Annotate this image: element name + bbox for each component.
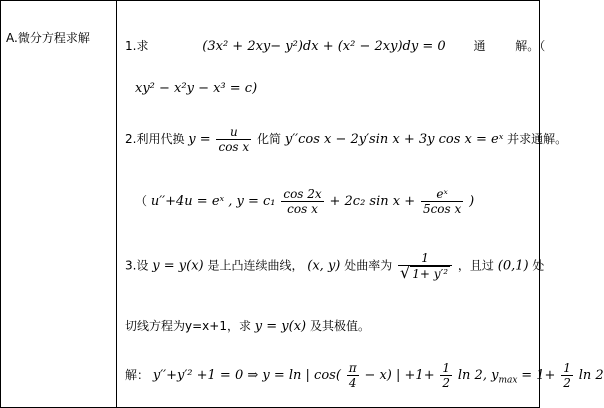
solution-half2-num: 1 [563,361,571,375]
problem-2-answer [135,187,474,216]
problem-3-curvature-den [398,265,452,281]
problem-3-point-2: (0,1) [497,258,529,274]
problem-2-equation: y′′cos x − 2y′sin x + 3y cos x = eˣ [284,132,504,147]
content-area [117,1,604,407]
left-column [1,1,117,407]
problem-3-curvature-fraction [398,251,452,281]
problem-3 [125,251,544,281]
problem-3-curvature-radicand: 1+ y′² [412,267,449,281]
problem-2-answer-fraction-2-num: eˣ [436,187,448,201]
problem-3-func: y = y(x) [152,258,204,274]
problem-2-answer-part-2: + 2c₂ sin x + [329,194,416,209]
problem-2-answer-fraction-2 [421,187,463,216]
problem-3-prefix: 3.设 [125,258,149,273]
problem-1-number: 1.求 [125,39,149,53]
problem-3-text-2: 处曲率为 [344,258,393,273]
problem-3-line-2-text-2: 及其极值。 [309,319,370,333]
problem-2-sub-lhs: y = [188,132,211,147]
problem-1 [125,37,545,54]
problem-2-answer-fraction-1-den: cos x [281,201,323,216]
problem-2-answer-fraction-1-num: cos 2x [283,187,322,201]
solution [125,361,604,390]
problem-2-sub-den: cos x [218,140,250,154]
solution-pi-num: π [348,361,357,375]
problem-3-line-2 [125,317,370,334]
problem-1-suffix-2: 解。（ [515,39,546,53]
problem-3-text-4: 处 [532,258,545,273]
problem-2-middle: 化简 [257,132,282,146]
solution-half-num: 1 [442,361,451,375]
solution-pi-fraction [347,361,359,390]
solution-half2-den: 2 [563,376,571,390]
solution-half-fraction [440,361,452,390]
problem-3-curvature-num: 1 [421,251,429,265]
solution-label: 解： [125,368,150,382]
problem-2-answer-fraction-1 [281,187,323,216]
problem-2-sub-num: u [229,125,238,139]
problem-2-answer-open: （ [135,194,148,208]
problem-3-line-2-text: 切线方程为y=x+1，求 [125,319,251,333]
problem-1-answer-text: xy² − x²y − x³ = c) [135,81,258,96]
solution-half-fraction-2 [561,361,573,390]
problem-1-suffix-1: 通 [473,39,486,53]
solution-part-1: y′′+y′² +1 = 0 ⇒ y = ln | cos( [152,368,341,383]
problem-3-line-2-func: y = y(x) [254,319,307,334]
solution-part-4: = 1+ [521,368,556,383]
problem-3-point: (x, y) [307,258,341,274]
problem-2-answer-close: ) [469,194,475,209]
problem-2-answer-part-1: u′′+4u = eˣ , y = c₁ [150,194,276,209]
solution-subscript-max: max [498,375,518,386]
problem-1-answer [135,81,257,96]
solution-half-den: 2 [442,376,451,390]
problem-1-equation: (3x² + 2xy− y²)dx + (x² − 2xy)dy = 0 [202,39,446,54]
solution-part-5: ln 2 [578,368,604,383]
problem-3-text-1: 是上凸连续曲线， [207,258,304,273]
problem-2 [125,125,567,154]
solution-pi-den: 4 [347,375,359,390]
problem-3-text-3: ，且过 [457,258,494,273]
solution-part-3: ln 2, y [457,368,499,383]
problem-2-sub-fraction [216,125,251,154]
problem-2-answer-fraction-2-den: 5cos x [422,202,462,216]
solution-part-2: − x) | +1+ [364,368,435,383]
section-label: A.微分方程求解 [6,31,90,45]
problem-2-prefix: 2.利用代换 [125,132,185,146]
sqrt-symbol-icon: √ [400,263,411,282]
problem-2-suffix: 并求通解。 [507,132,568,146]
